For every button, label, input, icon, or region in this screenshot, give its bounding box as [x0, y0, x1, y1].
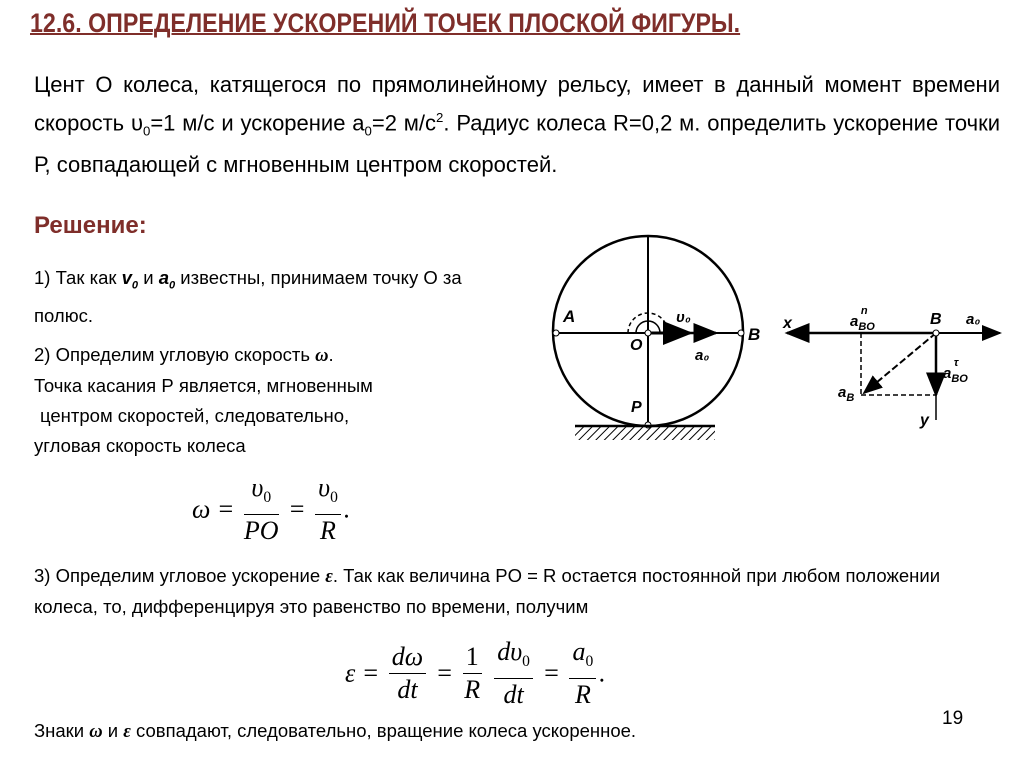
text: = — [288, 494, 306, 524]
text: R — [574, 680, 591, 710]
text: = — [435, 658, 454, 688]
text: центром скоростей, следовательно, — [40, 405, 350, 426]
label-a0-right: a₀ — [966, 311, 981, 328]
text: известны, принимаем точку О за полюс. — [34, 267, 462, 326]
text: и — [102, 720, 124, 741]
label-aBOn: $a_{BO}n$ — [850, 305, 875, 333]
text: Точка касания Р является, мгновенным — [34, 375, 373, 396]
page-number: 19 — [942, 708, 964, 729]
text: 0 — [364, 123, 372, 139]
text: угловая скорость колеса — [34, 435, 246, 456]
text: Цент О колеса, катящегося по прямолинейному рельсу, имеет в данный момент времени скорость — [34, 72, 1000, 136]
text: ω = — [192, 494, 235, 524]
text: 2 — [436, 110, 444, 125]
text: 3) Определим угловое ускорение — [34, 565, 326, 586]
text: . — [343, 494, 351, 524]
text: и — [138, 267, 159, 288]
text: υ — [130, 110, 143, 136]
text: 1) Так как — [34, 267, 122, 288]
text: . — [328, 344, 334, 365]
acceleration-diagram — [782, 305, 1000, 429]
text: 0 — [169, 279, 176, 292]
text: = — [542, 658, 560, 688]
text: . — [599, 658, 606, 688]
text: PO — [243, 516, 279, 546]
text: 0 — [263, 489, 272, 507]
label-a0: a₀ — [695, 347, 710, 364]
text: v — [121, 267, 132, 288]
text: dω — [389, 641, 426, 674]
text: 1 — [463, 641, 482, 674]
text: 0 — [142, 123, 151, 139]
text: 0 — [330, 489, 338, 507]
text: 0 — [522, 653, 530, 671]
label-a: A — [563, 307, 576, 326]
label-y: y — [920, 412, 929, 429]
text: ε — [123, 722, 131, 742]
text: 0 — [585, 653, 594, 671]
text: . Так как величина PO = R остается постоянной при любом положении колеса, то, дифференцируя это равенство по времени, получим — [34, 565, 941, 617]
wheel — [553, 236, 760, 440]
slide-title: 12.6. ОПРЕДЕЛЕНИЕ УСКОРЕНИЙ ТОЧЕК ПЛОСКОЙ ФИГУРЫ. — [30, 8, 741, 38]
text: 2) Определим угловую скорость — [34, 344, 316, 365]
text: ω — [89, 722, 103, 742]
text: . Радиус колеса R=0,2 м. определить ускорение точки Р, совпадающей с мгновенным центром скоростей. — [34, 110, 1000, 177]
text: dt — [503, 680, 524, 710]
text: a — [158, 267, 169, 288]
text: =1 м/с и ускорение а — [150, 110, 365, 136]
text: ω — [315, 346, 329, 366]
text: R — [464, 675, 481, 705]
text: =2 м/с — [371, 110, 437, 136]
solution-heading: Решение: — [34, 212, 147, 239]
label-x: x — [783, 315, 792, 332]
text: Знаки — [34, 720, 90, 741]
text: υ — [251, 473, 264, 502]
label-aBOt: $a_{BO}\tau$ — [943, 357, 968, 385]
text: совпадают, следовательно, вращение колеса ускоренное. — [130, 720, 637, 741]
label-b-right: B — [930, 311, 942, 328]
text: dt — [397, 675, 418, 705]
text: ε = — [345, 658, 380, 688]
text: dυ — [497, 637, 523, 666]
label-o: O — [630, 337, 643, 354]
label-b: B — [748, 325, 761, 344]
text: R — [320, 516, 336, 546]
text: 0 — [131, 279, 139, 292]
label-aB: $a_B$ — [838, 384, 855, 404]
text: a — [572, 637, 586, 666]
text: υ — [318, 473, 331, 502]
label-p: P — [631, 399, 642, 416]
text: ε — [325, 567, 333, 587]
label-v0: υ₀ — [676, 309, 691, 326]
